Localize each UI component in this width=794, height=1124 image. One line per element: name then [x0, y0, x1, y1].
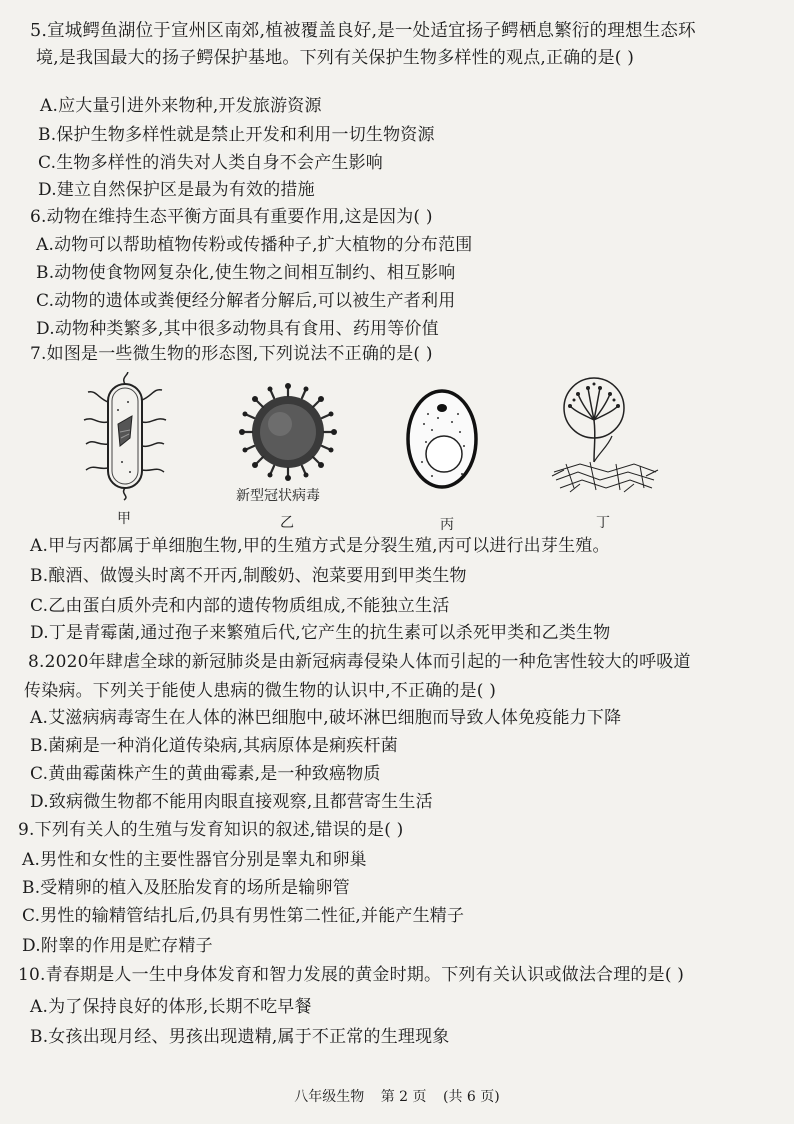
- question-8-stem-line-2: 传染病。下列关于能使人患病的微生物的认识中,不正确的是( ): [24, 681, 497, 701]
- yeast-illustration: [402, 384, 482, 494]
- figure-label-jia: 甲: [117, 511, 131, 527]
- question-5-option-a: A.应大量引进外来物种,开发旅游资源: [40, 96, 322, 116]
- footer-page-number: 第 2 页: [380, 1089, 427, 1105]
- question-9-option-c: C.男性的输精管结扎后,仍具有男性第二性征,并能产生精子: [22, 906, 465, 926]
- question-7-stem: 7.如图是一些微生物的形态图,下列说法不正确的是( ): [30, 344, 433, 364]
- question-7-option-b: B.酿酒、做馒头时离不开丙,制酸奶、泡菜要用到甲类生物: [30, 566, 467, 586]
- question-10-option-b: B.女孩出现月经、男孩出现遗精,属于不正常的生理现象: [30, 1027, 450, 1047]
- question-10-option-a: A.为了保持良好的体形,长期不吃早餐: [30, 997, 312, 1017]
- question-9-option-a: A.男性和女性的主要性器官分别是睾丸和卵巢: [22, 850, 367, 870]
- question-10-stem: 10.青春期是人一生中身体发育和智力发展的黄金时期。下列有关认识或做法合理的是( ): [18, 965, 685, 985]
- figure-label-ding: 丁: [596, 515, 610, 531]
- question-6-option-c: C.动物的遗体或粪便经分解者分解后,可以被生产者利用: [36, 291, 456, 311]
- question-9-stem: 9.下列有关人的生殖与发育知识的叙述,错误的是( ): [18, 820, 404, 840]
- question-5-option-c: C.生物多样性的消失对人类自身不会产生影响: [38, 153, 384, 173]
- footer-total-pages: (共 6 页): [442, 1089, 500, 1105]
- virus-caption: 新型冠状病毒: [236, 488, 320, 504]
- coronavirus-illustration: [238, 382, 338, 482]
- question-8-option-a: A.艾滋病病毒寄生在人体的淋巴细胞中,破坏淋巴细胞而导致人体免疫能力下降: [30, 708, 622, 728]
- question-5-option-b: B.保护生物多样性就是禁止开发和利用一切生物资源: [38, 125, 435, 145]
- figure-label-yi: 乙: [280, 515, 294, 531]
- question-5-stem-line-1: 5.宣城鳄鱼湖位于宣州区南郊,植被覆盖良好,是一处适宜扬子鳄栖息繁衍的理想生态环: [30, 21, 696, 41]
- question-8-option-b: B.菌痢是一种消化道传染病,其病原体是痢疾杆菌: [30, 736, 398, 756]
- microorganism-figure: [0, 368, 794, 533]
- penicillium-illustration: [550, 376, 660, 496]
- question-8-option-d: D.致病微生物都不能用肉眼直接观察,且都营寄生生活: [30, 792, 433, 812]
- question-5-option-d: D.建立自然保护区是最为有效的措施: [38, 180, 315, 200]
- question-6-option-b: B.动物使食物网复杂化,使生物之间相互制约、相互影响: [36, 263, 456, 283]
- question-6-stem: 6.动物在维持生态平衡方面具有重要作用,这是因为( ): [30, 207, 433, 227]
- question-7-option-d: D.丁是青霉菌,通过孢子来繁殖后代,它产生的抗生素可以杀死甲类和乙类生物: [30, 623, 611, 643]
- question-8-stem-line-1: 8.2020年肆虐全球的新冠肺炎是由新冠病毒侵染人体而引起的一种危害性较大的呼吸道: [28, 652, 691, 672]
- footer-subject: 八年级生物: [294, 1089, 365, 1105]
- figure-label-bing: 丙: [440, 517, 454, 533]
- question-7-option-a: A.甲与丙都属于单细胞生物,甲的生殖方式是分裂生殖,丙可以进行出芽生殖。: [30, 536, 610, 556]
- question-9-option-d: D.附睾的作用是贮存精子: [22, 936, 213, 956]
- page-footer: [0, 1086, 794, 1106]
- question-7-option-c: C.乙由蛋白质外壳和内部的遗传物质组成,不能独立生活: [30, 596, 450, 616]
- bacterium-illustration: [80, 372, 170, 502]
- question-6-option-d: D.动物种类繁多,其中很多动物具有食用、药用等价值: [36, 319, 439, 339]
- question-5-stem-line-2: 境,是我国最大的扬子鳄保护基地。下列有关保护生物多样性的观点,正确的是( ): [36, 48, 635, 68]
- question-9-option-b: B.受精卵的植入及胚胎发育的场所是输卵管: [22, 878, 350, 898]
- question-8-option-c: C.黄曲霉菌株产生的黄曲霉素,是一种致癌物质: [30, 764, 381, 784]
- question-6-option-a: A.动物可以帮助植物传粉或传播种子,扩大植物的分布范围: [36, 235, 473, 255]
